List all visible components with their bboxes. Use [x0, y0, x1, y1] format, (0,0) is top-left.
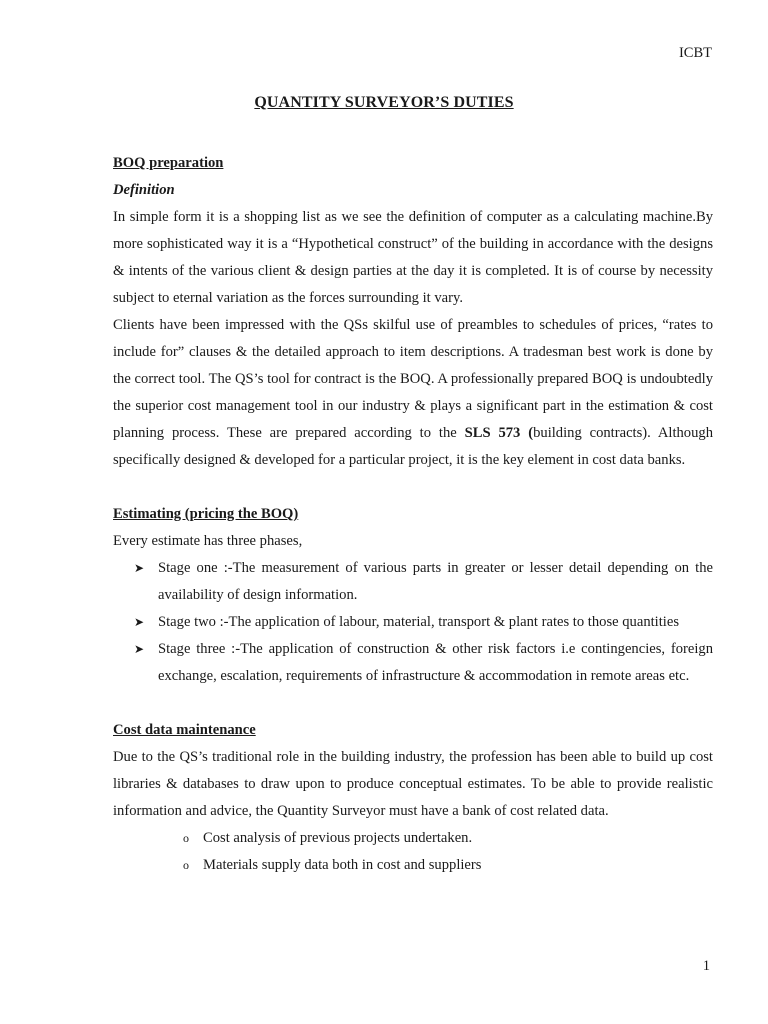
stages-list	[113, 555, 713, 690]
section-heading-estimating: Estimating (pricing the BOQ)	[113, 506, 299, 522]
cost-item-text: Materials supply data both in cost and suppliers	[203, 857, 482, 873]
paragraph-cost-data: Due to the QS’s traditional role in the building industry, the profession has been able to build up cost libraries & databases to draw upon to produce conceptual estimates. To be able to provide realistic information and advice, the Quantity Surveyor must have a bank of cost related data.	[113, 749, 713, 819]
section-heading-cost-data: Cost data maintenance	[113, 722, 256, 738]
arrow-bullet-icon: ➤	[134, 561, 145, 575]
list-item	[134, 555, 713, 609]
paragraph-clients-text-end: building contracts). Although specifically designed & developed for a particular project, it is the key element in cost data banks.	[113, 425, 713, 468]
list-item	[183, 852, 713, 879]
document-body	[113, 150, 713, 879]
page-number: 1	[702, 958, 710, 974]
page-title: QUANTITY SURVEYOR’S DUTIES	[254, 94, 514, 111]
cost-item-text: Cost analysis of previous projects undertaken.	[203, 830, 473, 846]
circle-bullet-icon: o	[183, 858, 189, 872]
stage-text: Stage two :-The application of labour, material, transport & plant rates to those quantities	[158, 614, 679, 630]
paragraph-definition: In simple form it is a shopping list as we see the definition of computer as a calculating machine.By more sophisticated way it is a “Hypothetical construct” of the building in accordance with the designs & intents of the various client & design parties at the day it is completed. It is of course by necessity subject to eternal variation as the forces surrounding it vary.	[113, 209, 713, 306]
estimating-intro: Every estimate has three phases,	[113, 533, 303, 549]
stage-text: Stage one :-The measurement of various parts in greater or lesser detail depending on the availability of design information.	[158, 560, 713, 603]
standard-reference: SLS 573 (	[464, 425, 534, 441]
paragraph-clients	[113, 312, 713, 474]
header-institution: ICBT	[678, 45, 712, 61]
arrow-bullet-icon: ➤	[134, 615, 145, 629]
stage-text: Stage three :-The application of construction & other risk factors i.e contingencies, foreign exchange, escalation, requirements of infrastructure & accommodation in remote areas etc.	[158, 641, 713, 684]
list-item	[134, 609, 713, 636]
paragraph-clients-text: Clients have been impressed with the QSs skilful use of preambles to schedules of prices, “rates to include for” clauses & the detailed approach to item descriptions. A tradesman best work is done by the correct tool. The QS’s tool for contract is the BOQ. A professionally prepared BOQ is undoubtedly the superior cost management tool in our industry & plays a significant part in the estimation & cost planning process. These are prepared according to the	[113, 317, 713, 441]
list-item	[134, 636, 713, 690]
arrow-bullet-icon: ➤	[134, 642, 145, 656]
subheading-definition: Definition	[113, 182, 175, 198]
cost-data-list	[113, 825, 713, 879]
circle-bullet-icon: o	[183, 831, 189, 845]
list-item	[183, 825, 713, 852]
section-heading-boq: BOQ preparation	[113, 155, 224, 171]
